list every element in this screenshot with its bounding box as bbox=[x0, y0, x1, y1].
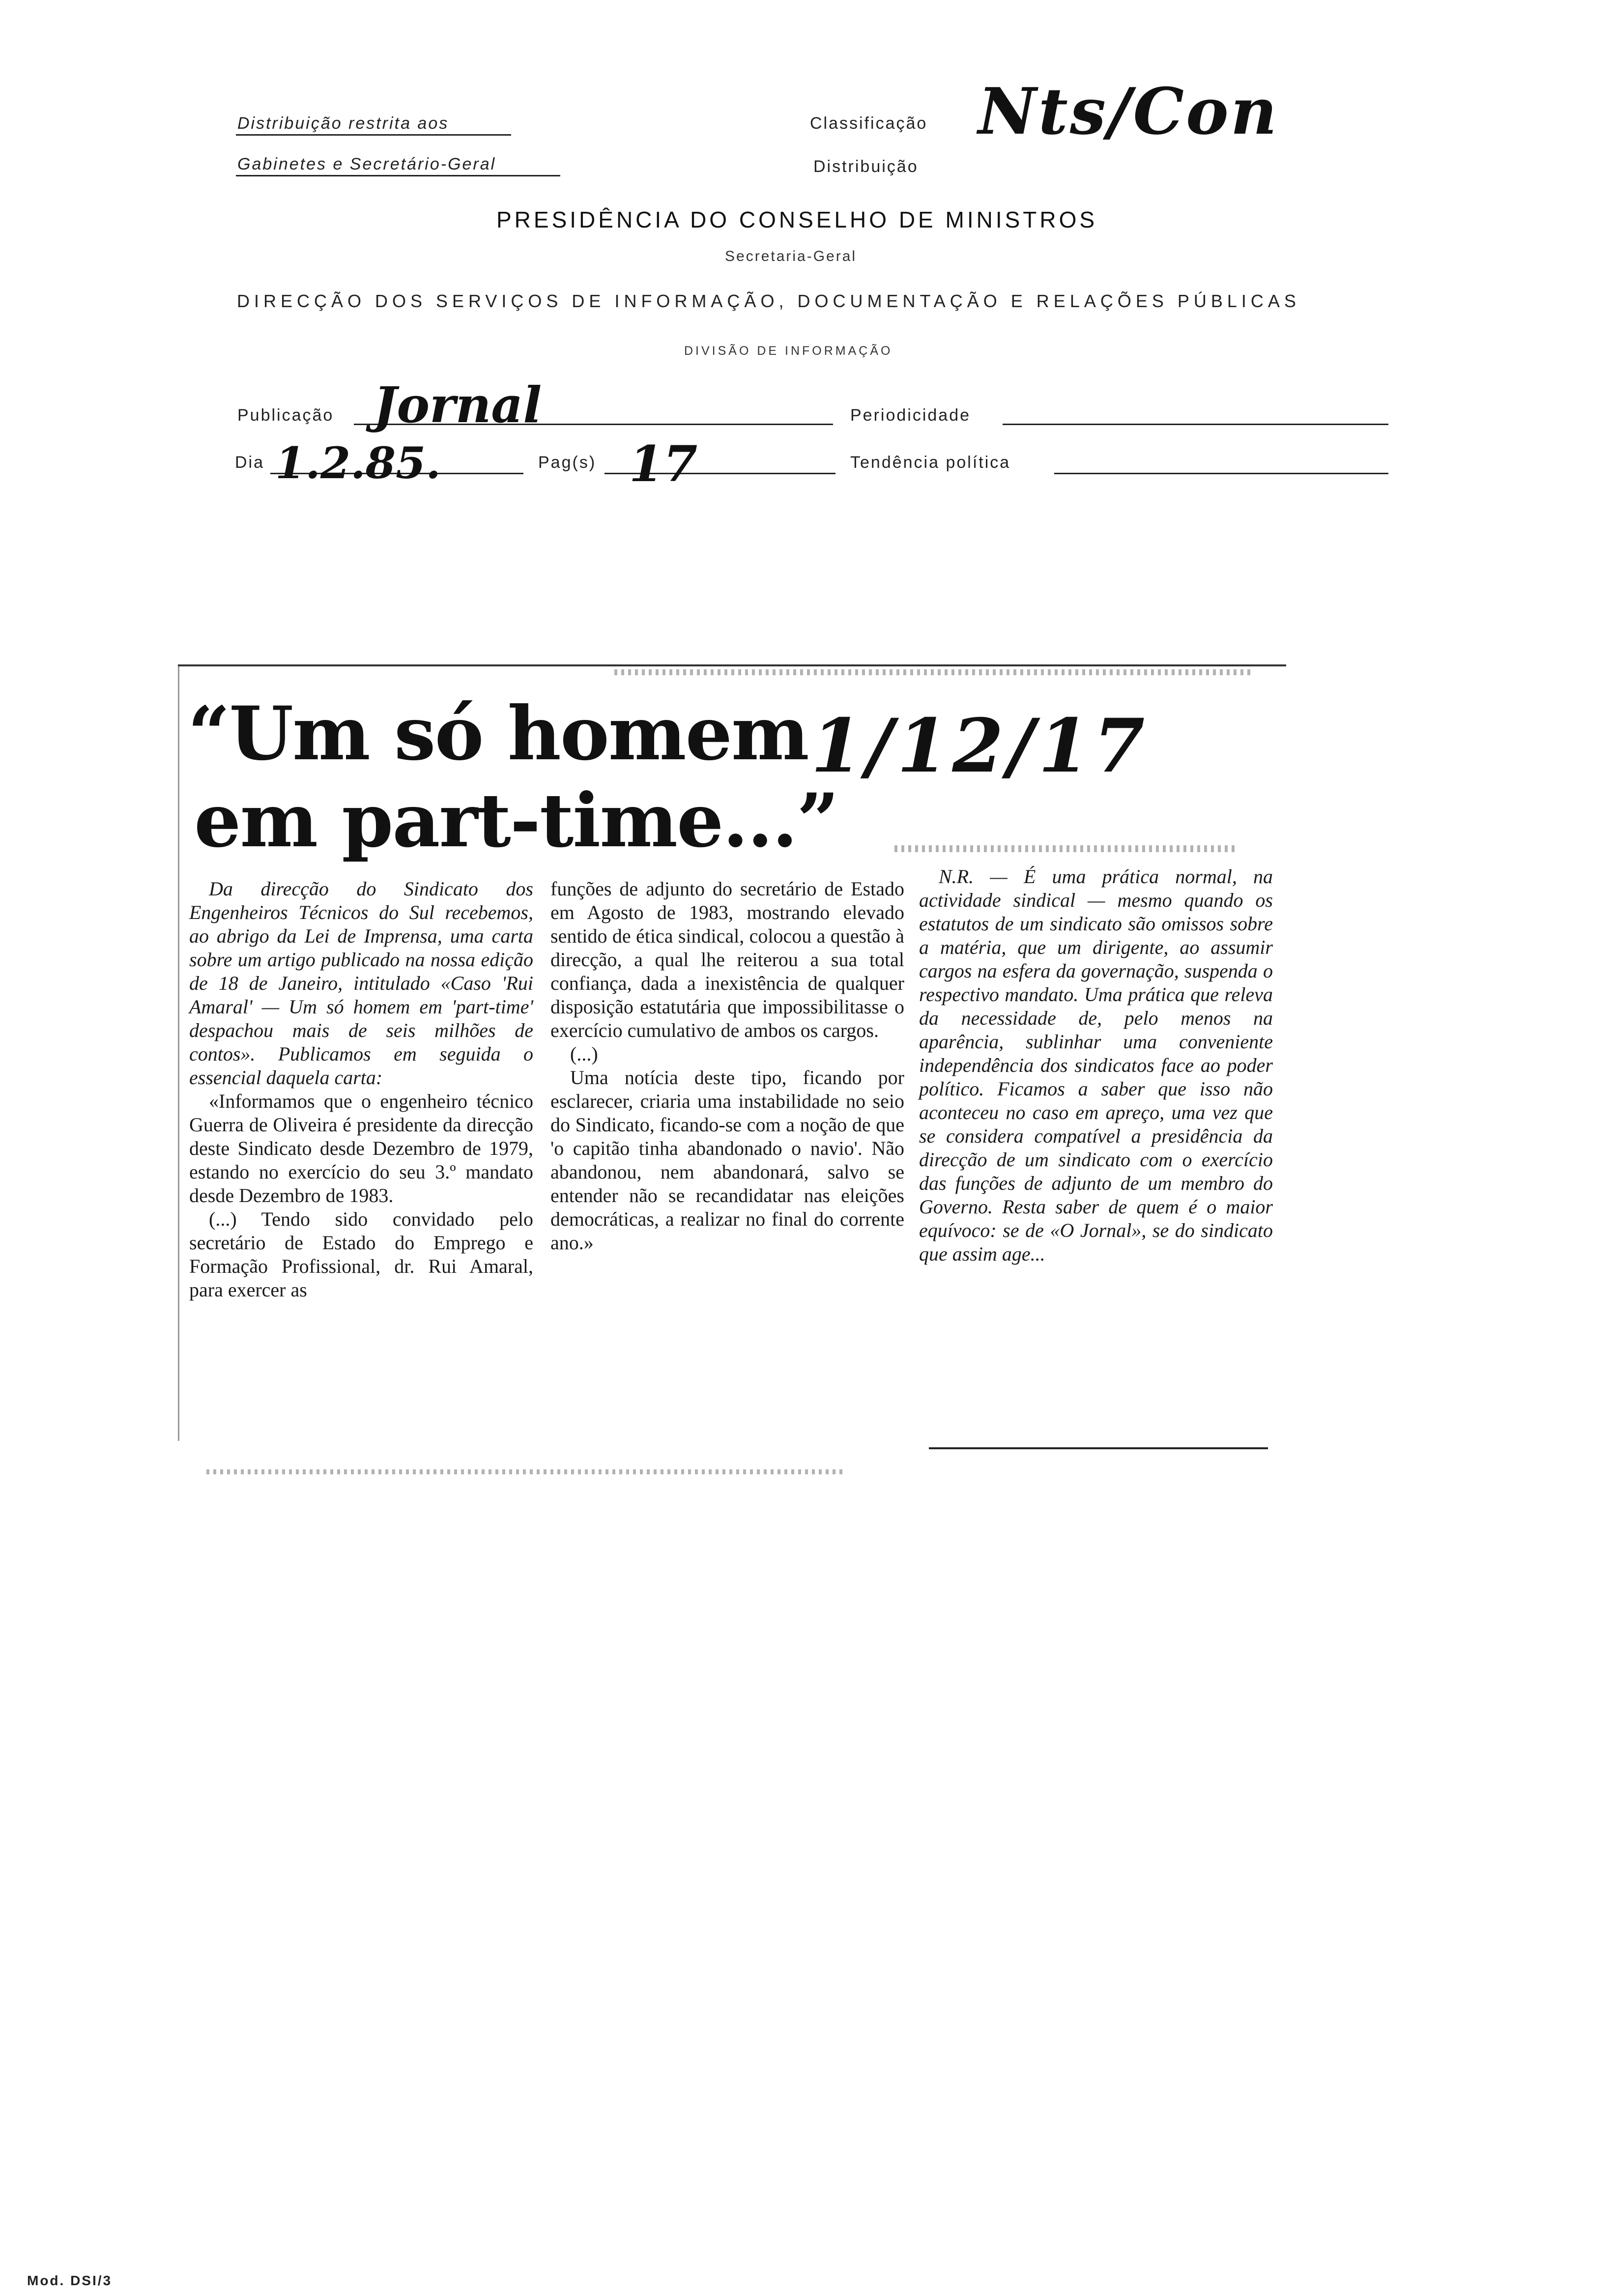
pages-label: Pag(s) bbox=[538, 453, 597, 472]
article-column-1 bbox=[189, 877, 533, 1302]
headline-line2: em part-time...” bbox=[194, 777, 838, 864]
article-column-2 bbox=[550, 877, 904, 1255]
column1-paragraph-2: «Informamos que o engenheiro técnico Guerra de Oliveira é presidente da direcção deste Sindicato desde Dezembro de 1979, estando no exercício do seu 3.º mandato desde Dezembro de 1983. bbox=[189, 1090, 533, 1206]
periodicity-line bbox=[1003, 424, 1388, 425]
classification-label: Classificação bbox=[810, 114, 928, 133]
column1-paragraph-1: Da direcção do Sindicato dos Engenheiros Técnicos do Sul recebemos, ao abrigo da Lei de Imprensa, uma carta sobre um artigo publicado na nossa edição de 18 de Janeiro, intitulado «Caso 'Rui Amaral' — Um só homem em 'part-time' despachou mais de seis milhões de contos». Publicamos em seguida o essencial daquela carta: bbox=[189, 878, 533, 1089]
political-tendency-label: Tendência política bbox=[850, 453, 1011, 472]
political-tendency-line bbox=[1054, 473, 1388, 474]
clipping-bottom-noise bbox=[206, 1469, 845, 1474]
publication-label: Publicação bbox=[237, 406, 334, 425]
column2-paragraph-3: Uma notícia deste tipo, ficando por esclarecer, criaria uma instabilidade no seio do Sindicato, ficando-se com a noção de que 'o capitão tinha abandonado o navio'. Não abandonou, nem abandonará, salvo se entender não se recandidatar nas eleições democráticas, a realizar no final do corrente ano.» bbox=[550, 1066, 904, 1254]
distribution-underline-2 bbox=[236, 175, 560, 176]
column2-paragraph-2: (...) bbox=[570, 1043, 598, 1065]
headline-line1: “Um só homem bbox=[188, 690, 808, 777]
pages-value: 17 bbox=[629, 435, 698, 493]
division: DIVISÃO DE INFORMAÇÃO bbox=[684, 344, 893, 358]
distribution-label: Distribuição bbox=[813, 157, 919, 176]
distribution-restricted-line1: Distribuição restrita aos bbox=[237, 114, 449, 133]
periodicity-label: Periodicidade bbox=[850, 406, 971, 425]
headline-scan-noise bbox=[894, 845, 1238, 852]
day-value: 1.2.85. bbox=[275, 437, 441, 488]
distribution-underline-1 bbox=[236, 134, 511, 136]
clipping-top-border bbox=[178, 664, 1286, 666]
distribution-restricted-line2: Gabinetes e Secretário-Geral bbox=[237, 155, 496, 173]
form-code: Mod. DSI/3 bbox=[27, 2273, 113, 2288]
publication-value: Jornal bbox=[374, 376, 542, 434]
handwritten-mark: 1/12/17 bbox=[811, 703, 1149, 789]
day-label: Dia bbox=[235, 453, 265, 472]
article-column-3 bbox=[919, 865, 1273, 1266]
editor-note-end-rule bbox=[929, 1447, 1268, 1449]
organization-title: PRESIDÊNCIA DO CONSELHO DE MINISTROS bbox=[496, 207, 1098, 232]
column1-paragraph-3: (...) Tendo sido convidado pelo secretário de Estado do Emprego e Formação Profissional, dr. Rui Amaral, para exercer as bbox=[189, 1208, 533, 1301]
clipping-left-edge bbox=[178, 664, 179, 1441]
directorate: DIRECÇÃO DOS SERVIÇOS DE INFORMAÇÃO, DOCUMENTAÇÃO E RELAÇÕES PÚBLICAS bbox=[237, 291, 1300, 311]
column3-editor-note: N.R. — É uma prática normal, na actividade sindical — mesmo quando os estatutos de um sindicato são omissos sobre a matéria, que um dirigente, ao assumir cargos na esfera da governação, suspenda o respectivo mandato. Uma prática que releva da necessidade de, pelo menos na aparência, sublinhar uma conveniente independência dos sindicatos face ao poder político. Ficamos a saber que isso não aconteceu no caso em apreço, uma vez que se considera compatível a presidência da direcção de um sindicato com o exercício das funções de adjunto de um membro do Governo. Resta saber de quem é o maior equívoco: se de «O Jornal», se do sindicato que assim age... bbox=[919, 865, 1273, 1265]
classification-handwritten: Nts/Con bbox=[978, 74, 1279, 149]
column2-paragraph-1: funções de adjunto do secretário de Estado em Agosto de 1983, mostrando elevado sentido de ética sindical, colocou a questão à direcção, a qual lhe reiterou a sua total confiança, dada a inexistência de qualquer disposição estatutária que impossibilitasse o exercício cumulativo de ambos os cargos. bbox=[550, 878, 904, 1041]
secretariat: Secretaria-Geral bbox=[725, 248, 857, 264]
clipping-scan-noise bbox=[614, 669, 1253, 675]
